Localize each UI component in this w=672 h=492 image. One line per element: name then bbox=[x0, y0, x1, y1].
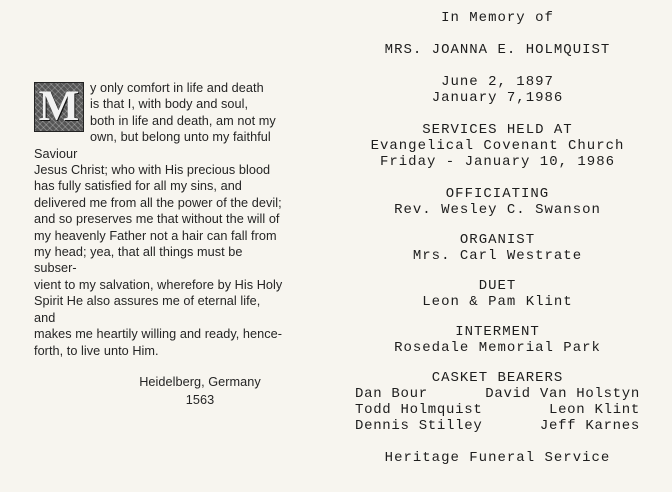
quote-line: Jesus Christ; who with His precious blood bbox=[34, 163, 271, 178]
casket-bearers-list bbox=[355, 386, 640, 434]
quote-line: is that I, with body and soul, bbox=[90, 97, 249, 112]
quote-line: my head; yea, that all things must be subser- bbox=[34, 245, 243, 276]
bearer-row bbox=[355, 418, 640, 434]
casket-bearers-heading: CASKET BEARERS bbox=[431, 370, 564, 386]
interment-place: Rosedale Memorial Park bbox=[394, 340, 601, 356]
memory-heading: In Memory of bbox=[441, 10, 554, 26]
drop-cap-letter: M bbox=[38, 82, 80, 130]
duet-heading: DUET bbox=[478, 278, 517, 294]
attribution-place: Heidelberg, Germany bbox=[139, 374, 261, 389]
bearer-row bbox=[355, 402, 640, 418]
quote-line: Spirit He also assures me of eternal life, and bbox=[34, 294, 261, 325]
services-location: Evangelical Covenant Church bbox=[370, 138, 625, 154]
death-date: January 7,1986 bbox=[431, 90, 564, 106]
quote-line: delivered me from all the power of the devil; bbox=[34, 195, 282, 210]
interment-heading: INTERMENT bbox=[455, 324, 540, 340]
quote-attribution bbox=[130, 373, 270, 409]
quote-panel bbox=[34, 80, 283, 409]
services-heading: SERVICES HELD AT bbox=[422, 122, 573, 138]
bearer-row bbox=[355, 386, 640, 402]
service-details-panel bbox=[355, 10, 640, 466]
officiating-heading: OFFICIATING bbox=[445, 186, 550, 202]
quote-line: and so preserves me that without the will of bbox=[34, 212, 280, 227]
quote-line: vient to my salvation, wherefore by His Holy bbox=[34, 277, 283, 292]
organist-heading: ORGANIST bbox=[459, 232, 536, 248]
funeral-home: Heritage Funeral Service bbox=[384, 450, 611, 466]
bearer-name: Dennis Stilley bbox=[355, 418, 483, 434]
officiating-name: Rev. Wesley C. Swanson bbox=[394, 202, 601, 218]
quote-line: makes me heartily willing and ready, hence- bbox=[34, 327, 283, 342]
bearer-name: Todd Holmquist bbox=[355, 402, 483, 418]
quote-line: y only comfort in life and death bbox=[90, 81, 264, 95]
bearer-name: Dan Bour bbox=[355, 386, 428, 402]
quote-line: own, but belong unto my faithful Saviour bbox=[34, 130, 271, 161]
birth-date: June 2, 1897 bbox=[441, 74, 554, 90]
quote-line: my heavenly Father not a hair can fall from bbox=[34, 228, 277, 243]
duet-names: Leon & Pam Klint bbox=[422, 294, 573, 310]
organist-name: Mrs. Carl Westrate bbox=[412, 248, 583, 264]
quote-line: both in life and death, am not my bbox=[90, 113, 276, 128]
bearer-name: Leon Klint bbox=[548, 402, 640, 418]
quote-line: forth, to live unto Him. bbox=[34, 343, 159, 358]
bearer-name: David Van Holstyn bbox=[485, 386, 640, 402]
services-date: Friday - January 10, 1986 bbox=[379, 154, 616, 170]
ornamental-drop-cap bbox=[34, 82, 84, 132]
attribution-year: 1563 bbox=[185, 392, 215, 407]
quote-line: has fully satisfied for all my sins, and bbox=[34, 179, 242, 194]
deceased-name: MRS. JOANNA E. HOLMQUIST bbox=[384, 42, 611, 58]
bearer-name: Jeff Karnes bbox=[539, 418, 640, 434]
